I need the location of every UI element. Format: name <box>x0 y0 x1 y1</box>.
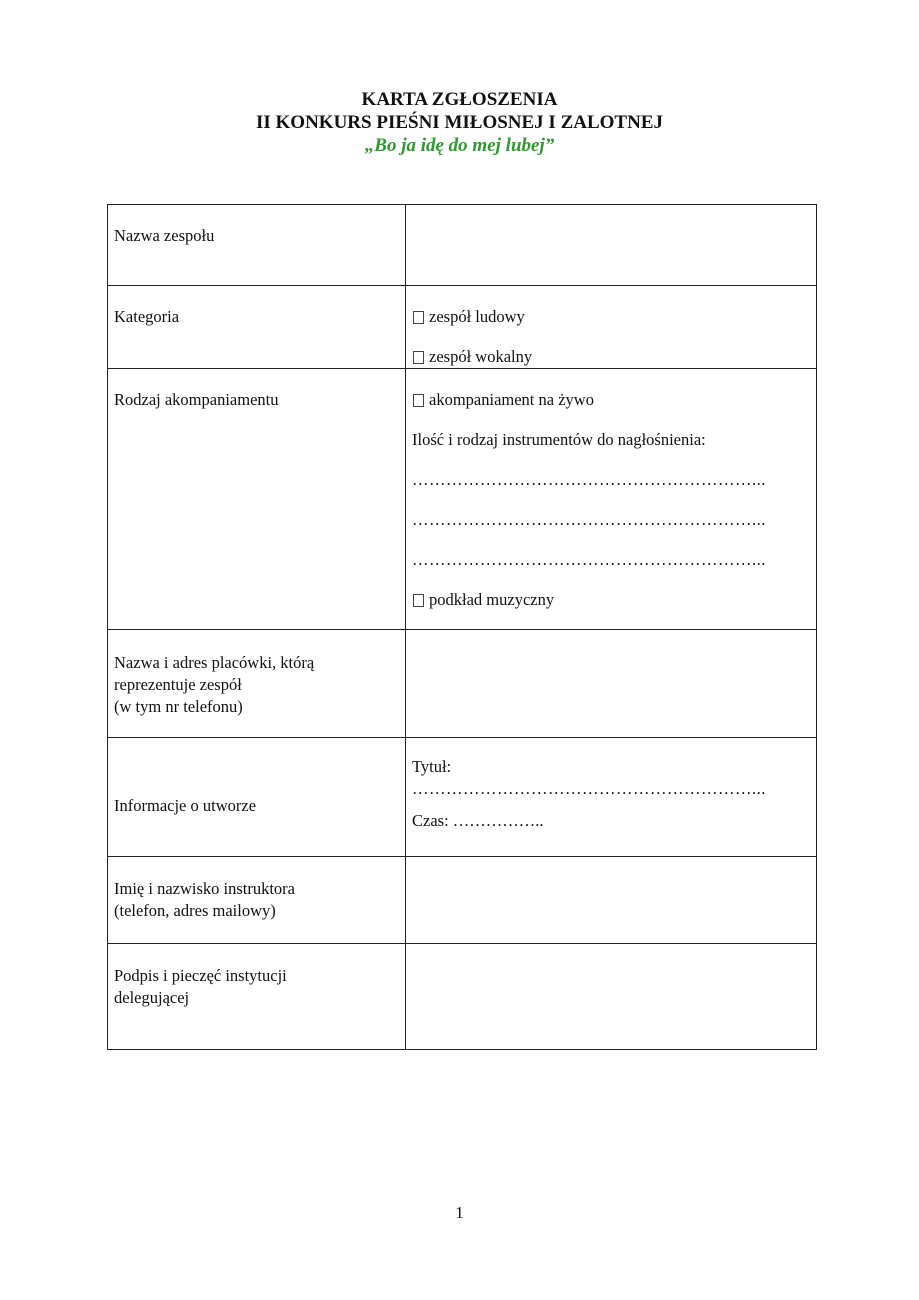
row-instructor <box>108 857 817 944</box>
option-backing-track[interactable] <box>412 589 816 611</box>
field-institution[interactable] <box>406 630 817 738</box>
instruments-dots-line[interactable]: ……………………………………………………... <box>412 550 766 569</box>
option-label: akompaniament na żywo <box>429 390 594 409</box>
label-piece-info: Informacje o utworze <box>114 796 257 815</box>
checkbox-icon[interactable] <box>413 394 424 407</box>
row-institution <box>108 630 817 738</box>
checkbox-icon[interactable] <box>413 594 424 607</box>
checkbox-icon[interactable] <box>413 311 424 324</box>
instruments-dots-line[interactable]: ……………………………………………………... <box>412 510 766 529</box>
piece-time[interactable]: Czas: …………….. <box>412 811 544 830</box>
row-team-name <box>108 205 817 286</box>
piece-title-label: Tytuł: <box>412 757 452 776</box>
contest-motto: „Bo ja idę do mej lubej” <box>364 135 555 156</box>
field-signature[interactable] <box>406 944 817 1050</box>
option-label: zespół wokalny <box>429 347 533 366</box>
contest-name: II KONKURS PIEŚNI MIŁOSNEJ I ZALOTNEJ <box>255 112 663 133</box>
row-piece-info <box>108 738 817 857</box>
option-folk-group[interactable] <box>412 286 816 328</box>
option-label: podkład muzyczny <box>429 590 555 609</box>
label-team-name: Nazwa zespołu <box>114 226 215 245</box>
application-form-table <box>107 204 817 1050</box>
label-instructor: Imię i nazwisko instruktora (telefon, adres mailowy) <box>114 879 296 920</box>
label-signature: Podpis i pieczęć instytucji delegującej <box>114 966 287 1007</box>
page-number: 1 <box>455 1203 464 1222</box>
form-header <box>0 88 919 157</box>
field-team-name[interactable] <box>406 205 817 286</box>
instruments-label: Ilość i rodzaj instrumentów do nagłośnienia: <box>412 430 706 449</box>
field-instructor[interactable] <box>406 857 817 944</box>
option-live-accompaniment[interactable] <box>412 369 816 411</box>
label-accompaniment: Rodzaj akompaniamentu <box>114 390 279 409</box>
instruments-dots-line[interactable]: ……………………………………………………... <box>412 470 766 489</box>
form-title: KARTA ZGŁOSZENIA <box>361 89 558 110</box>
option-vocal-group[interactable] <box>412 346 816 368</box>
row-category <box>108 286 817 369</box>
row-accompaniment <box>108 369 817 630</box>
row-signature <box>108 944 817 1050</box>
label-institution: Nazwa i adres placówki, którą reprezentuje zespół (w tym nr telefonu) <box>114 653 315 716</box>
label-category: Kategoria <box>114 307 180 326</box>
option-label: zespół ludowy <box>429 307 525 326</box>
piece-title-dots[interactable]: ……………………………………………………... <box>412 779 766 798</box>
checkbox-icon[interactable] <box>413 351 424 364</box>
